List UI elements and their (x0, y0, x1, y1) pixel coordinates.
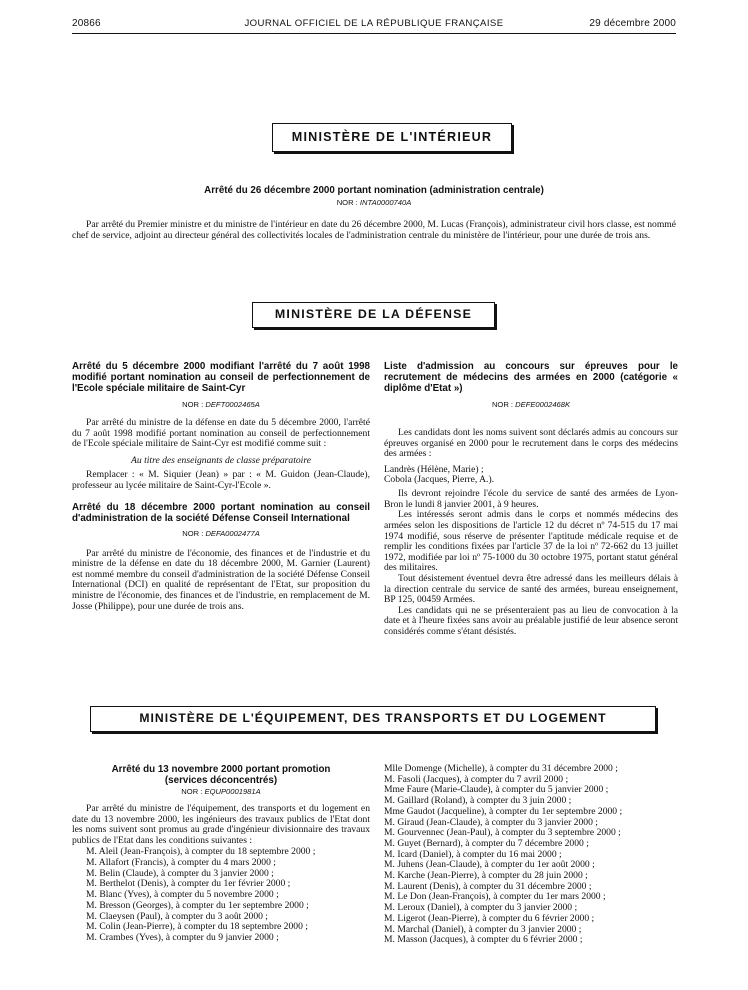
arrete-title: Arrêté du 5 décembre 2000 modifiant l'arrêté du 7 août 1998 modifié portant nomination au conseil de perfectionnement de l'Ecole spéciale militaire de Saint-Cyr (72, 361, 370, 394)
list-item: M. Colin (Jean-Pierre), à compter du 18 septembre 2000 ; (86, 921, 308, 933)
equipement-left-column (72, 764, 370, 944)
ministry-title: MINISTÈRE DE L'INTÉRIEUR (291, 130, 493, 144)
list-item: M. Karche (Jean-Pierre), à compter du 28 juin 2000 ; (384, 870, 588, 882)
defense-left-column (72, 361, 370, 612)
header-rule (72, 33, 676, 34)
list-item: Mme Gaudot (Jacqueline), à compter du 1er septembre 2000 ; (384, 805, 623, 817)
list-item: M. Icard (Daniel), à compter du 16 mai 2000 ; (384, 848, 562, 860)
list-item: M. Bresson (Georges), à compter du 1er septembre 2000 ; (86, 899, 309, 911)
list-item: Landrès (Hélène, Marie) ; (384, 463, 484, 475)
list-item: M. Gaillard (Roland), à compter du 3 juin 2000 ; (384, 795, 572, 807)
nor-line: NOR : INTA0000740A (336, 198, 412, 207)
subheading: Au titre des enseignants de classe préparatoire (131, 454, 311, 466)
list-item: Cobola (Jacques, Pierre, A.). (384, 474, 495, 486)
list-item: M. Blanc (Yves), à compter du 5 novembre 2000 ; (86, 889, 279, 901)
equipement-right-column (384, 764, 678, 946)
list-item: M. Le Don (Jean-François), à compter du 1er mars 2000 ; (384, 891, 606, 903)
list-item: M. Gourvennec (Jean-Paul), à compter du 3 septembre 2000 ; (384, 827, 621, 839)
liste-body: Les candidats dont les noms suivent sont déclarés admis au concours sur épreuves organisé en 2000 pour le recrutement dans le corps des médecins des armées : Landrès (Hélène, Marie) ; Cobola (Jacques, Pierre, A.). Ils devront rejoindre l'école du service de santé des armées de Lyon-Bron le lundi 8 janvier 2001, à 9 heures. Les intéressés seront admis dans le corps et nommés médecins des armées selon les dispositions de l'article 12 du décret nº 74-515 du 17 mai 1974 modifié, sous réserve de présenter l'aptitude médicale requise et de remplir les conditions fixées par l'article 37 de la loi nº 72-662 du 13 juillet 1972, modifiée par loi nº 75-1000 du 30 octobre 1975, portant statut général des militaires. Tout désistement éventuel devra être adressé dans les meilleurs délais à la direction centrale du service de santé des armées, bureau enseignement, BP 125, 00459 Armées. Les candidats qui ne se présenteraient pas au lieu de convocation à la date et à l'heure fixées sans avoir au préalable justifié de leur absence seront considérés comme s'étant désistés. (384, 427, 678, 637)
ministry-title: MINISTÈRE DE L'ÉQUIPEMENT, DES TRANSPORTS ET DU LOGEMENT (139, 711, 607, 725)
list-item: M. Belin (Claude), à compter du 3 janvier 2000 ; (86, 867, 274, 879)
nor-line: NOR : DEFE0002468K (491, 400, 571, 409)
list-item: M. Allafort (Francis), à compter du 4 mars 2000 ; (86, 857, 276, 869)
list-item: M. Aleil (Jean-François), à compter du 18 septembre 2000 ; (86, 846, 316, 858)
list-item: M. Leroux (Daniel), à compter du 3 janvier 2000 ; (384, 902, 578, 914)
defense-right-column (384, 361, 678, 638)
list-item: Mlle Domenge (Michelle), à compter du 31 décembre 2000 ; (384, 763, 618, 774)
ministry-box-equipement (90, 706, 656, 732)
arrete-title: Arrêté du 18 décembre 2000 portant nomination au conseil d'administration de la société Défense Conseil International (72, 501, 370, 524)
ministry-box-defense (252, 302, 495, 328)
journal-title: JOURNAL OFFICIEL DE LA RÉPUBLIQUE FRANÇAISE (244, 18, 504, 29)
list-item: M. Fasoli (Jacques), à compter du 7 avril 2000 ; (384, 773, 569, 785)
promotion-list-right (384, 764, 678, 946)
promotion-list-left (72, 847, 370, 943)
list-item: M. Berthelot (Denis), à compter du 1er février 2000 ; (86, 878, 291, 890)
list-item: M. Guyet (Bernard), à compter du 7 décembre 2000 ; (384, 837, 589, 849)
nor-line: NOR : DEFA0002477A (182, 528, 260, 538)
page-number: 20866 (72, 18, 101, 29)
list-item: M. Laurent (Denis), à compter du 31 décembre 2000 ; (384, 880, 592, 892)
arrete-body: Par arrêté du Premier ministre et du ministre de l'intérieur en date du 26 décembre 2000, M. Lucas (François), administrateur civil hors classe, est nommé chef de service, adjoint au directeur général des collectivités locales de l'administration centrale du ministère de l'intérieur, pour une durée de trois ans. (72, 219, 676, 241)
liste-title: Liste d'admission au concours sur épreuves pour le recrutement de médecins des armées en 2000 (catégorie « diplôme d'Etat ») (384, 361, 678, 394)
arrete-title: Arrêté du 13 novembre 2000 portant promotion (services déconcentrés) (111, 764, 331, 786)
list-item: Mme Faure (Marie-Claude), à compter du 5 janvier 2000 ; (384, 784, 609, 796)
ministry-box-interieur (272, 123, 512, 152)
list-item: M. Crambes (Yves), à compter du 9 janvier 2000 ; (86, 932, 279, 943)
ministry-title: MINISTÈRE DE LA DÉFENSE (274, 307, 473, 321)
nor-line: NOR : EQUP0001981A (181, 787, 261, 796)
arrete-title: Arrêté du 26 décembre 2000 portant nomination (administration centrale) (204, 185, 544, 196)
list-item: M. Juhens (Jean-Claude), à compter du 1er août 2000 ; (384, 859, 595, 871)
list-item: M. Marchal (Daniel), à compter du 3 janvier 2000 ; (384, 923, 582, 935)
list-item: M. Giraud (Jean-Claude), à compter du 3 janvier 2000 ; (384, 816, 598, 828)
list-item: M. Ligerot (Jean-Pierre), à compter du 6 février 2000 ; (384, 912, 595, 924)
arrete-body: Par arrêté du ministre de l'équipement, des transports et du logement en date du 13 novembre 2000, les ingénieurs des travaux publics de l'Etat dont les noms suivent sont promus au grade d'ingénieur divisionnaire des travaux publics de l'Etat dans les conditions suivantes : (72, 803, 370, 846)
list-item: M. Masson (Jacques), à compter du 6 février 2000 ; (384, 934, 583, 946)
nor-line: NOR : DEFT0002465A (182, 400, 260, 409)
arrete-body: Par arrêté du ministre de l'économie, des finances et de l'industrie et du ministre de la défense en date du 18 décembre 2000, M. Garnier (Laurent) est nommé membre du conseil d'administration de la société Défense Conseil International (DCI) en qualité de représentant de l'Etat, sur proposition du ministre de l'économie, des finances et de l'industrie, en remplacement de M. Josse (Philippe), pour une durée de trois ans. (72, 547, 370, 612)
arrete-body: Par arrêté du ministre de la défense en date du 5 décembre 2000, l'arrêté du 7 août 1998 modifié portant nomination au conseil de perfectionnement de l'Ecole spéciale militaire de Saint-Cyr est modifié comme suit : Au titre des enseignants de classe préparatoire Remplacer : « M. Siquier (Jean) » par : « M. Guidon (Jean-Claude), professeur au lycée militaire de Saint-Cyr-l'Ecole ». (72, 417, 370, 491)
list-item: M. Claeysen (Paul), à compter du 3 août 2000 ; (86, 910, 268, 922)
header-date: 29 décembre 2000 (589, 18, 676, 29)
admitted-list (384, 465, 678, 486)
